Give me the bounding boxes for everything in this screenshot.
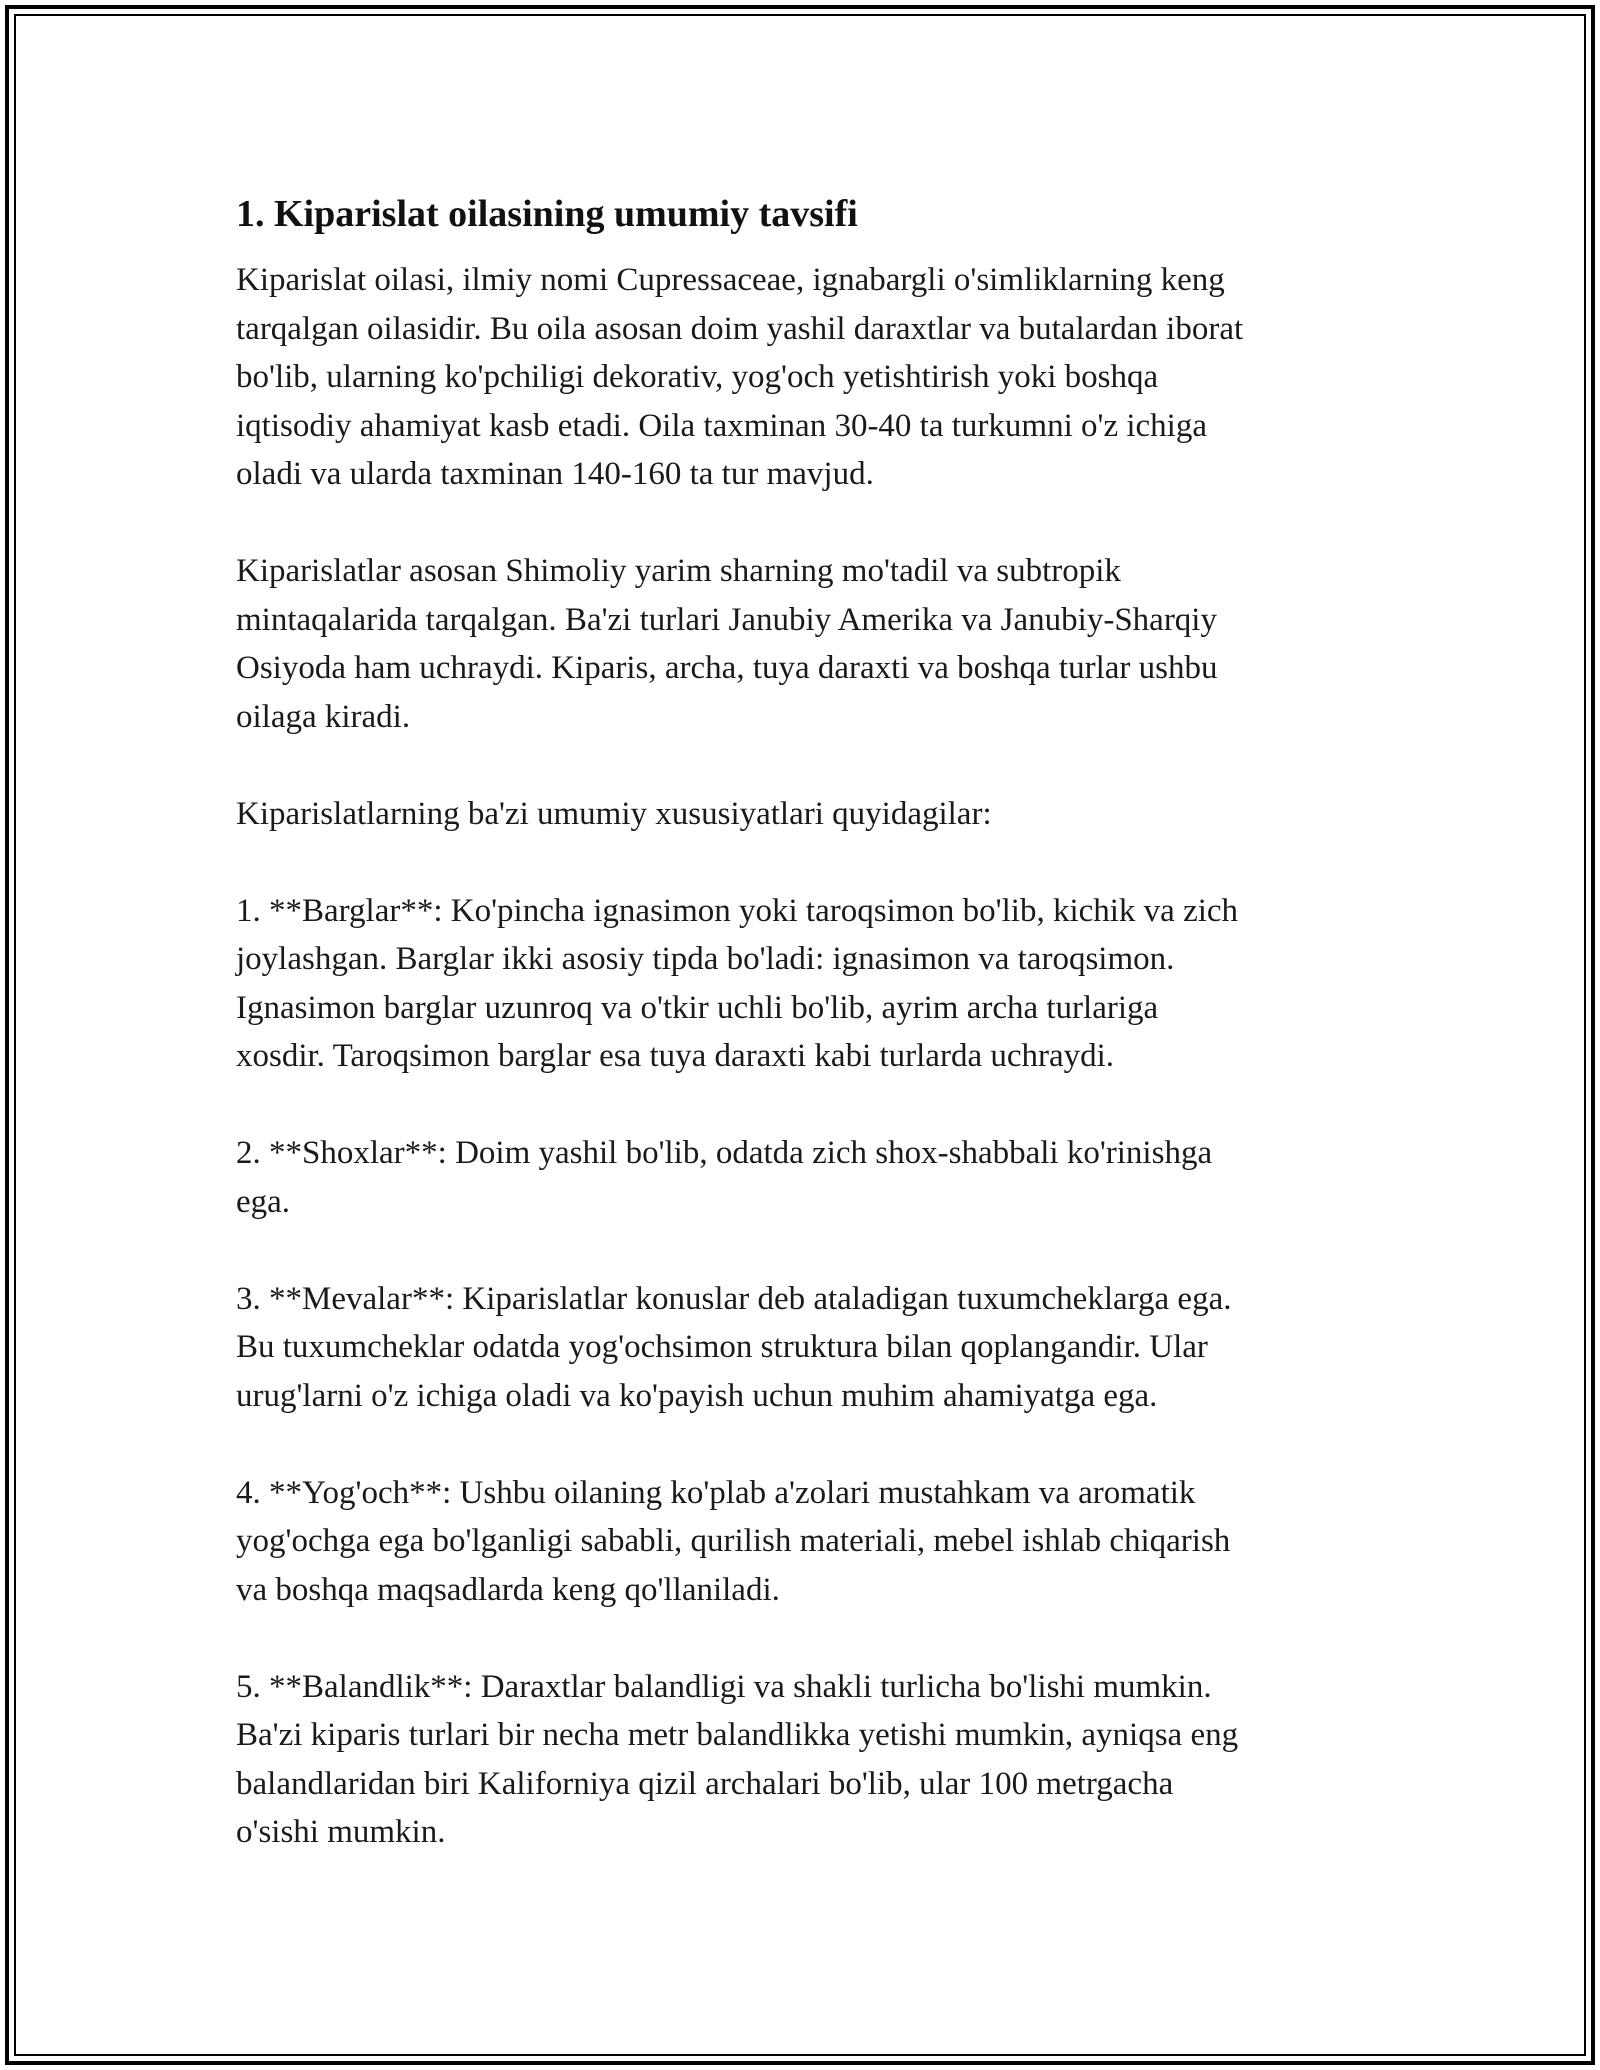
feature-item-branches: 2. **Shoxlar**: Doim yashil bo'lib, odatda zich shox-shabbali ko'rinishga ega.: [236, 1135, 1213, 1220]
document-body: [236, 186, 1376, 1857]
feature-item-wood: 4. **Yog'och**: Ushbu oilaning ko'plab a'zolari mustahkam va aromatik yog'ochga ega bo'lganligi sababli, qurilish materiali, mebel ishlab chiqarish va boshqa maqsadlarda keng qo'llaniladi.: [236, 1474, 1231, 1608]
feature-item-height: 5. **Balandlik**: Daraxtlar balandligi va shakli turlicha bo'lishi mumkin. Ba'zi kiparis turlari bir necha metr balandlikka yetishi mumkin, ayniqsa eng balandlaridan biri Kaliforniya qizil archalari bo'lib, ular 100 metrgacha o'sishi mumkin.: [236, 1668, 1239, 1850]
intro-paragraph: Kiparislat oilasi, ilmiy nomi Cupressaceae, ignabargli o'simliklarning keng tarqalgan oilasidir. Bu oila asosan doim yashil daraxtlar va butalardan iborat bo'lib, ularning ko'pchiligi dekorativ, yog'och yetishtirish yoki boshqa iqtisodiy ahamiyat kasb etadi. Oila taxminan 30-40 ta turkumni o'z ichiga oladi va ularda taxminan 140-160 ta tur mavjud.: [236, 262, 1244, 492]
feature-item-leaves: 1. **Barglar**: Ko'pincha ignasimon yoki taroqsimon bo'lib, kichik va zich joylashgan. Barglar ikki asosiy tipda bo'ladi: ignasimon va taroqsimon. Ignasimon barglar uzunroq va o'tkir uchli bo'lib, ayrim archa turlariga xosdir. Taroqsimon barglar esa tuya daraxti kabi turlarda uchraydi.: [236, 892, 1239, 1074]
feature-item-fruits: 3. **Mevalar**: Kiparislatlar konuslar deb ataladigan tuxumcheklarga ega. Bu tuxumcheklar odatda yog'ochsimon struktura bilan qoplangandir. Ular urug'larni o'z ichiga oladi va ko'payish uchun muhim ahamiyatga ega.: [236, 1280, 1232, 1414]
section-heading: 1. Kiparislat oilasining umumiy tavsifi: [236, 193, 858, 235]
features-intro-paragraph: Kiparislatlarning ba'zi umumiy xususiyatlari quyidagilar:: [236, 795, 992, 832]
distribution-paragraph: Kiparislatlar asosan Shimoliy yarim sharning mo'tadil va subtropik mintaqalarida tarqalgan. Ba'zi turlari Janubiy Amerika va Janubiy-Sharqiy Osiyoda ham uchraydi. Kiparis, archa, tuya daraxti va boshqa turlar ushbu oilaga kiradi.: [236, 553, 1218, 735]
